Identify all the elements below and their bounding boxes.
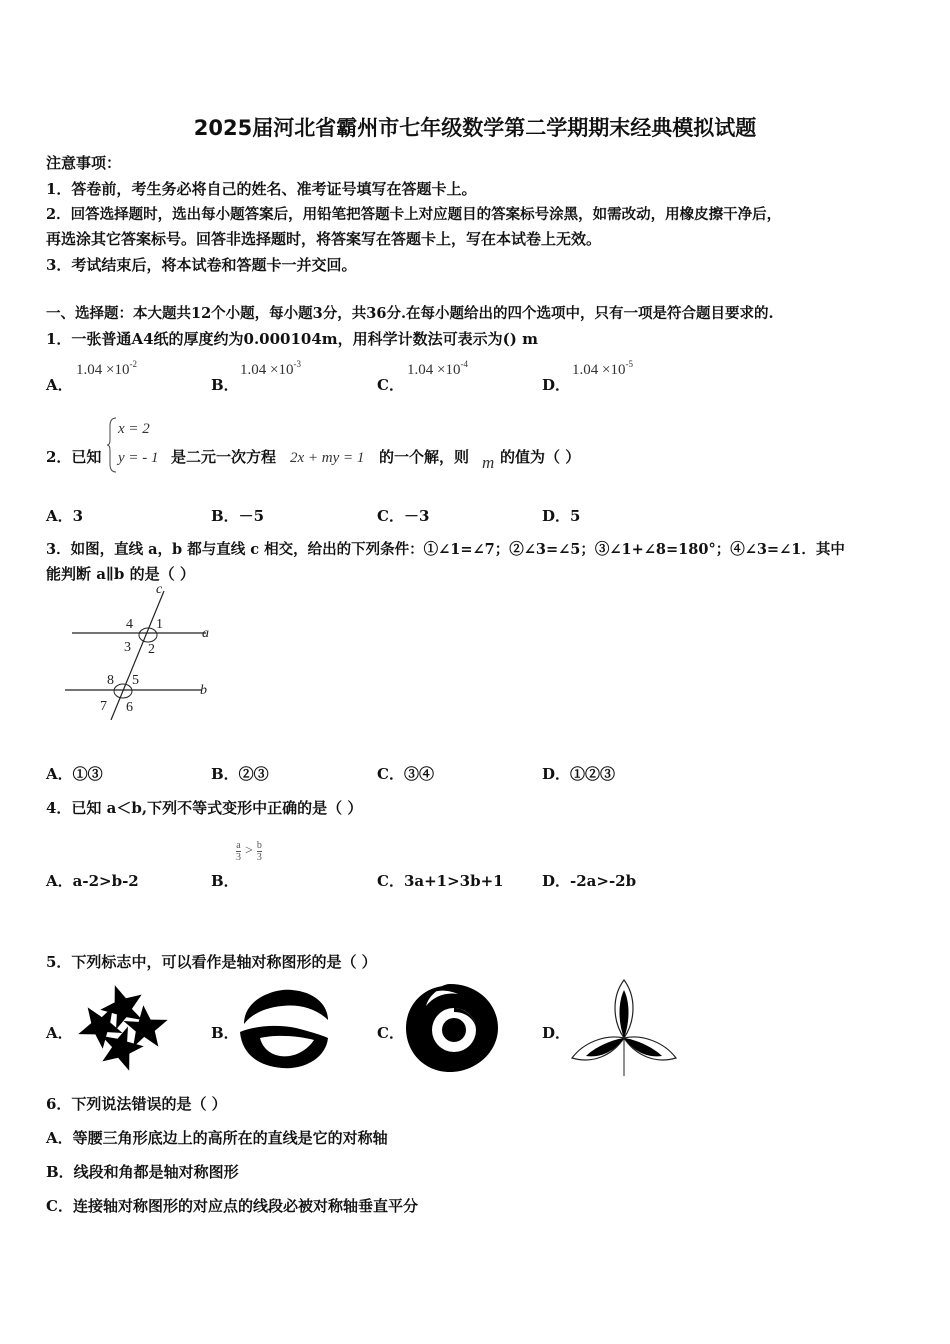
q3-option-b: B．②③ xyxy=(211,765,269,783)
q4-option-d: D．-2a>-2b xyxy=(542,872,637,890)
page-title: 2025届河北省霸州市七年级数学第二学期期末经典模拟试题 xyxy=(193,116,757,140)
logo-b-ellipse-icon xyxy=(236,986,332,1072)
notice-item: 3．考试结束后，将本试卷和答题卡一并交回。 xyxy=(46,256,357,274)
question-3-stem-2: 能判断 a∥b 的是（ ） xyxy=(46,565,195,583)
angle-3: 3 xyxy=(124,640,131,655)
label-a: a xyxy=(202,626,209,641)
question-4-stem: 4．已知 a＜b,下列不等式变形中正确的是（ ） xyxy=(46,799,363,817)
q4-option-c: C．3a+1>3b+1 xyxy=(377,872,504,890)
q2-option-b: B．－5 xyxy=(211,507,265,525)
label-c: c xyxy=(156,582,163,597)
question-1-stem: 1．一张普通A4纸的厚度约为0.000104m，用科学计数法可表示为() m xyxy=(46,330,538,348)
system-brace xyxy=(106,416,118,474)
angle-1: 1 xyxy=(156,617,163,632)
question-3-stem: 3．如图，直线 a，b 都与直线 c 相交，给出的下列条件：①∠1=∠7；②∠3=∠5；③∠1+∠8=180°；④∠3=∠1．其中 xyxy=(46,541,845,558)
q1-option-b-label: B． xyxy=(211,376,239,394)
q1-option-b-value: $1.04 \times 10^{-3}$ xyxy=(240,359,301,378)
variable-m: m xyxy=(482,453,495,472)
q1-option-d-value: $1.04 \times 10^{-5}$ xyxy=(572,359,633,378)
notice-item: 1．答卷前，考生务必将自己的姓名、准考证号填写在答题卡上。 xyxy=(46,180,477,198)
q1-option-c-label: C． xyxy=(377,376,404,394)
q6-option-c: C．连接轴对称图形的对应点的线段必被对称轴垂直平分 xyxy=(46,1197,418,1215)
angle-8: 8 xyxy=(107,673,114,688)
q5-option-b-label: B． xyxy=(211,1024,239,1042)
logo-a-stars-icon xyxy=(74,980,170,1076)
section-heading: 一、选择题：本大题共12个小题，每小题3分，共36分.在每小题给出的四个选项中，只有一项是符合题目要求的. xyxy=(46,305,774,322)
system-eq-1: x = 2 xyxy=(118,421,150,437)
question-2-number: 2．已知 xyxy=(46,448,102,466)
system-eq-2: y = - 1 xyxy=(118,450,159,466)
question-2-mid: 是二元一次方程 xyxy=(171,448,277,466)
q4-option-b-expression: $\frac{a}{3}$ > $\frac{b}{3}$ xyxy=(236,840,262,863)
angle-2: 2 xyxy=(148,642,155,657)
q4-option-b-label: B． xyxy=(211,872,239,890)
label-b: b xyxy=(200,683,207,698)
q2-option-a: A．3 xyxy=(46,507,84,525)
q3-option-c: C．③④ xyxy=(377,765,434,783)
question-2-end: 的值为（ ） xyxy=(500,448,581,466)
q5-option-d-label: D． xyxy=(542,1024,571,1042)
q5-option-a-label: A． xyxy=(46,1024,73,1042)
q3-option-a: A．①③ xyxy=(46,765,103,783)
q1-option-d-label: D． xyxy=(542,376,571,394)
logo-d-petals-icon xyxy=(568,976,680,1078)
q4-option-a: A．a-2>b-2 xyxy=(46,872,139,890)
angle-4: 4 xyxy=(126,617,133,632)
q6-option-a: A．等腰三角形底边上的高所在的直线是它的对称轴 xyxy=(46,1129,388,1147)
notice-heading: 注意事项： xyxy=(46,154,122,172)
logo-c-ring-icon xyxy=(404,982,500,1074)
q1-option-a-value: $1.04 \times 10^{-2}$ xyxy=(76,359,137,378)
question-2-after: 的一个解，则 xyxy=(379,448,470,466)
question-5-stem: 5．下列标志中，可以看作是轴对称图形的是（ ） xyxy=(46,953,377,971)
q2-option-c: C．－3 xyxy=(377,507,430,525)
q5-option-c-label: C． xyxy=(377,1024,404,1042)
notice-item: 2．回答选择题时，选出每小题答案后，用铅笔把答题卡上对应题目的答案标号涂黑，如需改动，用橡皮擦干净后， xyxy=(46,206,782,223)
q1-option-a-label: A． xyxy=(46,376,73,394)
q1-option-c-value: $1.04 \times 10^{-4}$ xyxy=(407,359,468,378)
q2-option-d: D．5 xyxy=(542,507,581,525)
q6-option-b: B．线段和角都是轴对称图形 xyxy=(46,1163,239,1181)
angle-6: 6 xyxy=(126,700,133,715)
question-6-stem: 6．下列说法错误的是（ ） xyxy=(46,1095,227,1113)
angle-7: 7 xyxy=(100,699,107,714)
angle-5: 5 xyxy=(132,673,139,688)
parallel-lines-figure xyxy=(56,580,226,720)
q3-option-d: D．①②③ xyxy=(542,765,616,783)
notice-item: 再选涂其它答案标号。回答非选择题时，将答案写在答题卡上，写在本试卷上无效。 xyxy=(46,230,602,248)
equation: 2x + my = 1 xyxy=(290,450,365,466)
